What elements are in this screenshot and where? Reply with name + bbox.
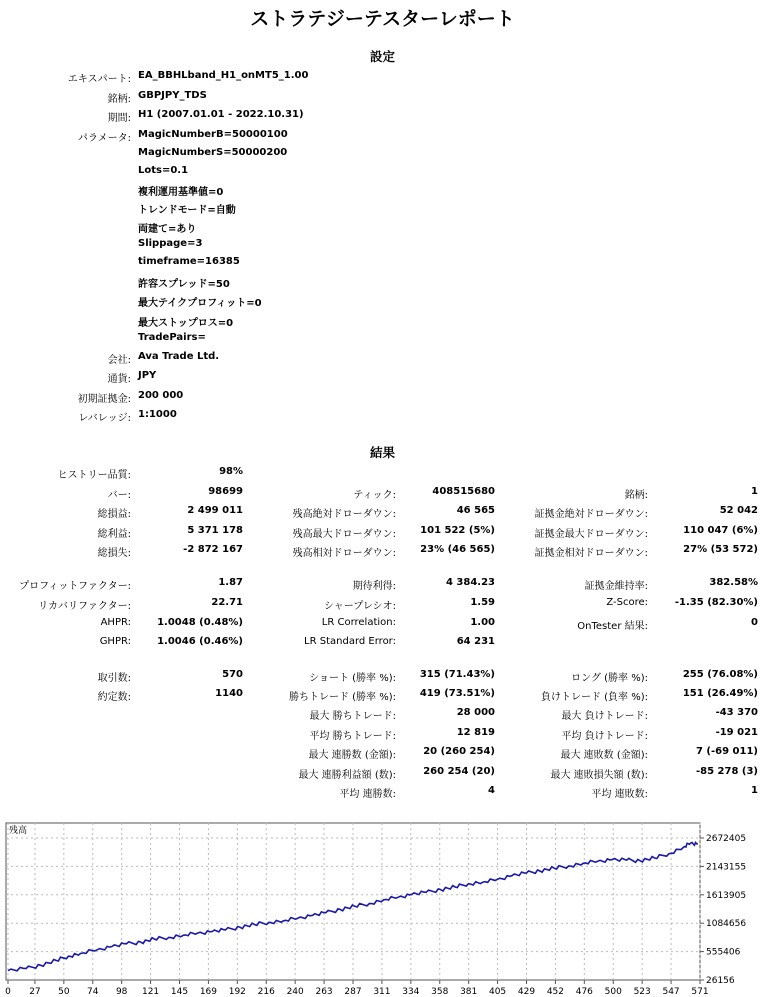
result-label: リカバリファクター: xyxy=(38,601,131,612)
result-value: 98699 xyxy=(208,486,243,497)
result-label: 最大 連勝利益額 (数): xyxy=(298,770,396,781)
x-tick-label: 50 xyxy=(58,987,70,997)
result-label: 残高最大ドローダウン: xyxy=(292,529,396,540)
result-label: 総損失: xyxy=(97,548,131,559)
y-tick-label: 2143155 xyxy=(706,862,747,873)
result-value: 98% xyxy=(219,466,243,477)
x-tick-label: 452 xyxy=(546,987,565,997)
result-value: 23% (46 565) xyxy=(420,544,495,555)
result-value: -19 021 xyxy=(715,727,758,738)
y-tick-label: 2672405 xyxy=(706,834,747,844)
result-label: 最大 連敗損失額 (数): xyxy=(550,770,648,781)
result-label: GHPR: xyxy=(99,636,131,647)
y-tick-label: 26156 xyxy=(706,976,735,986)
result-label: バー: xyxy=(107,490,131,501)
report-title: ストラテジーテスターレポート xyxy=(250,8,515,30)
result-label: ショート (勝率 %): xyxy=(309,673,396,684)
result-label: プロフィットファクター: xyxy=(19,581,131,592)
settings-label: 通貨: xyxy=(107,374,131,385)
result-value: 1.0046 (0.46%) xyxy=(157,636,243,647)
result-label: 証拠金相対ドローダウン: xyxy=(534,548,648,559)
result-value: 315 (71.43%) xyxy=(419,669,495,680)
result-value: -1.35 (82.30%) xyxy=(674,597,758,608)
result-label: シャープレシオ: xyxy=(323,601,396,612)
x-tick-label: 0 xyxy=(5,987,11,997)
settings-label: エキスパート: xyxy=(67,74,131,85)
x-tick-label: 263 xyxy=(315,987,333,997)
result-label: 勝ちトレード (勝率 %): xyxy=(288,692,396,703)
result-value: -85 278 (3) xyxy=(695,766,758,777)
x-tick-label: 405 xyxy=(488,987,507,997)
result-value: 22.71 xyxy=(211,597,243,608)
result-value: 4 xyxy=(488,785,495,796)
x-tick-label: 27 xyxy=(29,987,41,997)
settings-value: 200 000 xyxy=(138,390,184,401)
settings-label: 銘柄: xyxy=(107,94,131,105)
result-value: 1.0048 (0.48%) xyxy=(157,617,243,628)
result-value: 0 xyxy=(751,617,758,628)
settings-label: 期間: xyxy=(107,113,131,124)
settings-value: TradePairs= xyxy=(138,332,206,343)
x-tick-label: 311 xyxy=(373,987,391,997)
settings-label: 初期証拠金: xyxy=(77,394,131,405)
chart-title: 残高 xyxy=(9,826,28,836)
result-label: 期待利得: xyxy=(352,581,396,592)
result-value: 27% (53 572) xyxy=(683,544,758,555)
result-value: 64 231 xyxy=(456,636,495,647)
result-label: 平均 勝ちトレード: xyxy=(309,731,396,742)
x-tick-label: 98 xyxy=(115,987,128,997)
x-tick-label: 287 xyxy=(344,987,362,997)
result-value: 1140 xyxy=(215,688,243,699)
result-label: ティック: xyxy=(353,490,396,501)
result-label: 平均 連勝数: xyxy=(339,789,396,800)
balance-chart xyxy=(0,820,765,997)
settings-value: JPY xyxy=(138,370,157,381)
result-value: 12 819 xyxy=(456,727,495,738)
settings-label: レバレッジ: xyxy=(78,413,131,424)
result-value: 7 (-69 011) xyxy=(695,746,758,757)
x-tick-label: 74 xyxy=(87,987,99,997)
result-label: LR Correlation: xyxy=(321,617,396,628)
x-tick-label: 571 xyxy=(691,987,709,997)
settings-value: timeframe=16385 xyxy=(138,256,240,267)
result-label: 証拠金最大ドローダウン: xyxy=(534,529,648,540)
settings-value: GBPJPY_TDS xyxy=(138,90,207,101)
settings-value: MagicNumberB=50000100 xyxy=(138,129,288,140)
result-value: 101 522 (5%) xyxy=(420,525,495,536)
settings-value: H1 (2007.01.01 - 2022.10.31) xyxy=(138,109,304,120)
x-tick-label: 429 xyxy=(517,987,536,997)
chart-frame xyxy=(6,823,700,980)
y-tick-label: 1613905 xyxy=(706,890,747,901)
settings-value: EA_BBHLband_H1_onMT5_1.00 xyxy=(138,70,309,81)
result-value: 1.59 xyxy=(470,597,495,608)
x-tick-label: 381 xyxy=(460,987,478,997)
settings-value: 両建て=あり xyxy=(138,224,197,235)
result-label: ヒストリー品質: xyxy=(57,470,131,481)
x-tick-label: 192 xyxy=(228,987,246,997)
settings-value: 複利運用基準値=0 xyxy=(138,187,224,198)
x-tick-label: 334 xyxy=(402,987,420,997)
result-value: 1 xyxy=(751,486,758,497)
result-label: 残高絶対ドローダウン: xyxy=(292,509,396,520)
settings-value: 最大ストップロス=0 xyxy=(138,318,234,329)
result-label: 最大 負けトレード: xyxy=(561,711,648,722)
x-tick-label: 216 xyxy=(257,987,275,997)
result-label: LR Standard Error: xyxy=(304,636,396,647)
result-value: 408515680 xyxy=(432,486,495,497)
result-label: 平均 負けトレード: xyxy=(561,731,648,742)
y-tick-label: 555406 xyxy=(706,947,741,958)
settings-heading: 設定 xyxy=(369,49,395,64)
result-label: 約定数: xyxy=(97,692,131,703)
result-value: 4 384.23 xyxy=(445,577,495,588)
result-value: 151 (26.49%) xyxy=(682,688,758,699)
result-value: 2 499 011 xyxy=(187,505,243,516)
result-value: 419 (73.51%) xyxy=(419,688,495,699)
result-value: 46 565 xyxy=(456,505,495,516)
settings-value: Slippage=3 xyxy=(138,238,203,249)
result-value: 28 000 xyxy=(456,707,495,718)
result-value: 1.00 xyxy=(470,617,495,628)
x-tick-label: 358 xyxy=(431,987,449,997)
result-value: 255 (76.08%) xyxy=(682,669,758,680)
settings-value: Ava Trade Ltd. xyxy=(138,351,220,362)
result-label: 負けトレード (負率 %): xyxy=(540,692,648,703)
x-tick-label: 476 xyxy=(575,987,593,997)
result-label: 取引数: xyxy=(97,673,131,684)
result-value: 20 (260 254) xyxy=(423,746,495,757)
result-label: 総利益: xyxy=(97,529,131,540)
result-value: 1.87 xyxy=(218,577,243,588)
x-tick-label: 500 xyxy=(604,987,622,997)
result-value: -2 872 167 xyxy=(183,544,243,555)
settings-label: パラメータ: xyxy=(77,133,131,144)
x-tick-label: 145 xyxy=(170,987,189,997)
result-label: 残高相対ドローダウン: xyxy=(292,548,396,559)
x-tick-label: 240 xyxy=(286,987,304,997)
settings-value: 1:1000 xyxy=(138,409,177,420)
result-label: 最大 連敗数 (金額): xyxy=(560,750,648,761)
y-tick-label: 1084656 xyxy=(706,919,747,930)
result-value: -43 370 xyxy=(715,707,758,718)
result-value: 110 047 (6%) xyxy=(683,525,758,536)
result-value: 5 371 178 xyxy=(187,525,243,536)
result-label: 最大 連勝数 (金額): xyxy=(308,750,396,761)
result-value: 570 xyxy=(222,669,243,680)
result-label: 総損益: xyxy=(97,509,131,520)
settings-value: トレンドモード=自動 xyxy=(138,205,236,216)
settings-value: 最大テイクプロフィット=0 xyxy=(138,298,262,309)
result-value: 260 254 (20) xyxy=(423,766,495,777)
result-value: 1 xyxy=(751,785,758,796)
result-label: AHPR: xyxy=(100,617,131,628)
result-label: ロング (勝率 %): xyxy=(571,673,648,684)
result-label: 銘柄: xyxy=(624,490,648,501)
x-tick-label: 547 xyxy=(662,987,680,997)
result-value: 382.58% xyxy=(709,577,758,588)
result-label: 証拠金絶対ドローダウン: xyxy=(534,509,648,520)
settings-value: 許容スプレッド=50 xyxy=(138,279,230,290)
result-label: Z-Score: xyxy=(606,597,648,608)
settings-value: Lots=0.1 xyxy=(138,165,189,176)
settings-label: 会社: xyxy=(107,355,131,366)
result-label: 最大 勝ちトレード: xyxy=(309,711,396,722)
x-tick-label: 523 xyxy=(633,987,651,997)
result-value: 52 042 xyxy=(719,505,758,516)
result-label: 証拠金維持率: xyxy=(584,581,648,592)
results-heading: 結果 xyxy=(369,445,395,460)
result-label: 平均 連敗数: xyxy=(591,789,648,800)
x-tick-label: 121 xyxy=(141,987,160,997)
settings-value: MagicNumberS=50000200 xyxy=(138,147,288,158)
result-label: OnTester 結果: xyxy=(577,621,648,632)
x-tick-label: 169 xyxy=(199,987,218,997)
